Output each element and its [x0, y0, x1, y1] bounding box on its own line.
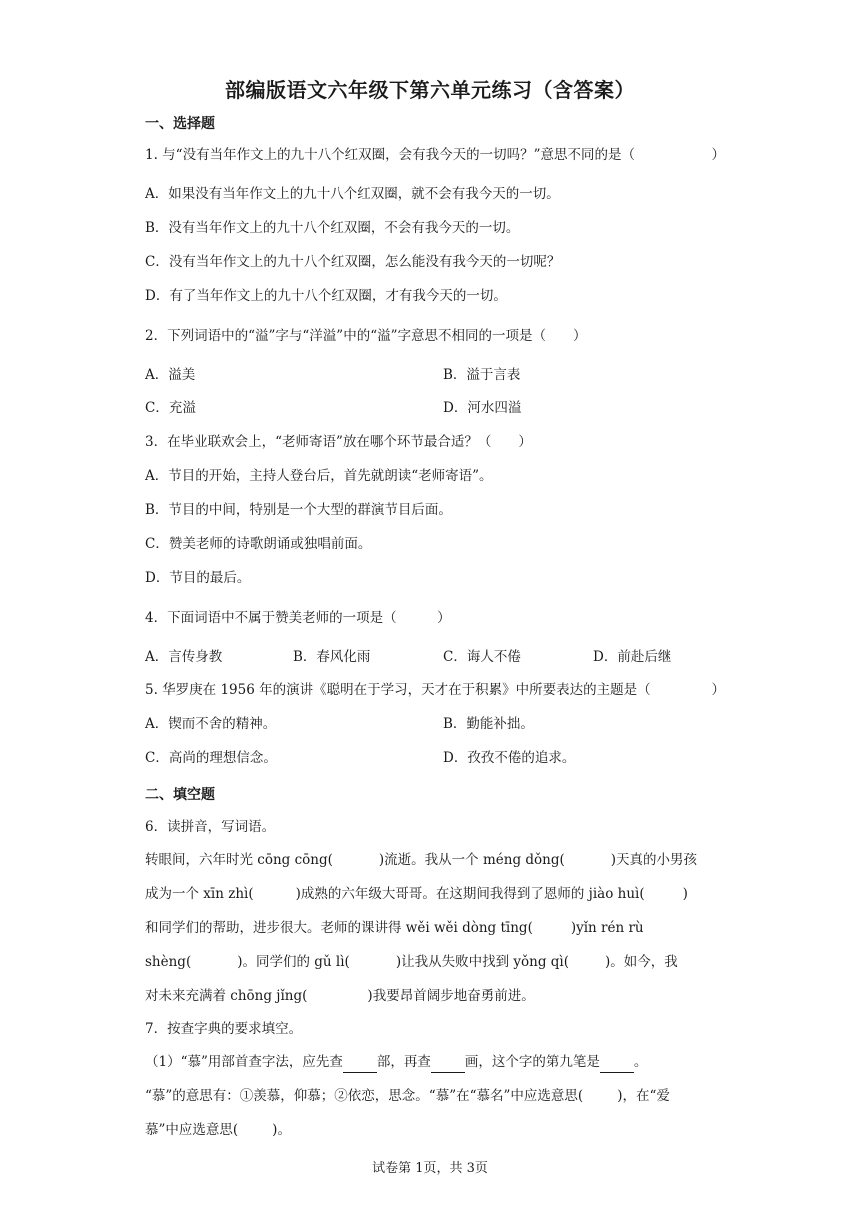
question-5-option-d: D．孜孜不倦的追求。 — [443, 750, 576, 766]
question-5-option-b: B．勤能补拙。 — [443, 716, 534, 732]
section-heading-fill: 二、填空题 — [145, 787, 215, 803]
question-6-text: )。如今，我 — [604, 954, 678, 970]
question-5-stem-text: 5. 华罗庚在 1956 年的演讲《聪明在于学习，天才在于积累》中所要表达的主题是（ — [145, 682, 651, 698]
fill-blank-radical[interactable] — [343, 1052, 377, 1073]
question-4-stem: 4．下面词语中不属于赞美老师的一项是（ ） — [145, 610, 451, 626]
question-6-text: 成为一个 xīn zhì( — [145, 886, 254, 902]
question-6-text: )yǐn rén rù — [570, 920, 644, 936]
fill-blank-ninth-stroke[interactable] — [600, 1052, 634, 1073]
section-heading-choice: 一、选择题 — [145, 116, 215, 132]
question-2-option-a: A．溢美 — [145, 367, 196, 383]
question-5-stem — [145, 680, 725, 700]
question-6-text: 和同学们的帮助，进步很大。老师的课讲得 wěi wěi dòng tīng( — [145, 920, 533, 936]
question-7-line-1 — [145, 1052, 725, 1073]
page-title: 部编版语文六年级下第六单元练习（含答案） — [225, 78, 635, 102]
question-1-option-a: A．如果没有当年作文上的九十八个红双圈，就不会有我今天的一切。 — [145, 186, 560, 202]
question-7-text: 部，再查 — [376, 1054, 431, 1070]
question-3-option-d: D．节目的最后。 — [145, 570, 251, 586]
question-4-option-d: D．前赴后继 — [593, 649, 672, 665]
question-6-line-5 — [145, 986, 725, 1006]
question-7-text: )。 — [272, 1122, 291, 1138]
question-1-stem-text: 1. 与“没有当年作文上的九十八个红双圈，会有我今天的一切吗？”意思不同的是（ — [145, 147, 635, 163]
question-4-option-c: C．诲人不倦 — [443, 649, 521, 665]
question-7-stem: 7．按查字典的要求填空。 — [145, 1021, 303, 1037]
question-7-text: 画，这个字的第九笔是 — [464, 1054, 600, 1070]
question-1-stem — [145, 145, 725, 165]
question-2-option-d: D．河水四溢 — [443, 400, 522, 416]
question-7-text: 慕”中应选意思( — [145, 1122, 239, 1138]
question-7-text: （1）“慕”用部首查字法，应先查 — [145, 1054, 343, 1070]
question-6-text: )我要昂首阔步地奋勇前进。 — [367, 988, 535, 1004]
question-4-option-b: B．春风化雨 — [293, 649, 371, 665]
question-2-option-b: B．溢于言表 — [443, 367, 521, 383]
question-6-text: )让我从失败中找到 yǒng qì( — [395, 954, 569, 970]
question-3-option-a: A．节目的开始，主持人登台后，首先就朗读“老师寄语”。 — [145, 468, 493, 484]
question-7-text: )，在“爱 — [617, 1088, 670, 1104]
question-1-stem-end: ） — [711, 147, 725, 163]
question-7-text: “慕”的意思有：①羡慕，仰慕；②依恋，思念。“慕”在“慕名”中应选意思( — [145, 1088, 584, 1104]
question-6-text: )流逝。我从一个 méng dǒng( — [378, 852, 565, 868]
question-6-line-3 — [145, 918, 725, 938]
question-6-line-4 — [145, 952, 725, 972]
question-6-text: )成熟的六年级大哥哥。在这期间我得到了恩师的 jiào huì( — [295, 886, 645, 902]
question-6-line-2 — [145, 884, 725, 904]
question-7-text: 。 — [633, 1054, 648, 1070]
fill-blank-strokes[interactable] — [431, 1052, 465, 1073]
question-6-text: 转眼间，六年时光 cōng cōng( — [145, 852, 333, 868]
question-6-text: ) — [682, 886, 688, 902]
question-3-option-c: C．赞美老师的诗歌朗诵或独唱前面。 — [145, 536, 372, 552]
question-1-option-c: C．没有当年作文上的九十八个红双圈，怎么能没有我今天的一切呢？ — [145, 254, 561, 270]
question-3-option-b: B．节目的中间，特别是一个大型的群演节目后面。 — [145, 502, 452, 518]
question-2-stem: 2．下列词语中的“溢”字与“洋溢”中的“溢”字意思不相同的一项是（ ） — [145, 328, 587, 344]
question-6-text: )。同学们的 gǔ lì( — [237, 954, 350, 970]
question-6-text: 对未来充满着 chōng jǐng( — [145, 988, 308, 1004]
question-3-stem: 3．在毕业联欢会上，“老师寄语”放在哪个环节最合适？（ ） — [145, 434, 532, 450]
question-4-option-a: A．言传身教 — [145, 649, 223, 665]
question-7-line-2 — [145, 1086, 725, 1106]
question-5-option-c: C．高尚的理想信念。 — [145, 750, 277, 766]
question-2-option-c: C．充溢 — [145, 400, 196, 416]
question-6-stem: 6．读拼音，写词语。 — [145, 819, 276, 835]
question-6-text: shèng( — [145, 954, 192, 970]
question-1-option-d: D．有了当年作文上的九十八个红双圈，才有我今天的一切。 — [145, 288, 507, 304]
question-7-line-3 — [145, 1120, 725, 1140]
question-6-text: )天真的小男孩 — [610, 852, 698, 868]
page-footer: 试卷第 1页，共 3页 — [372, 1161, 488, 1176]
question-1-option-b: B．没有当年作文上的九十八个红双圈，不会有我今天的一切。 — [145, 220, 520, 236]
question-5-option-a: A．锲而不舍的精神。 — [145, 716, 277, 732]
question-6-line-1 — [145, 850, 725, 870]
question-5-stem-end: ） — [711, 682, 725, 698]
